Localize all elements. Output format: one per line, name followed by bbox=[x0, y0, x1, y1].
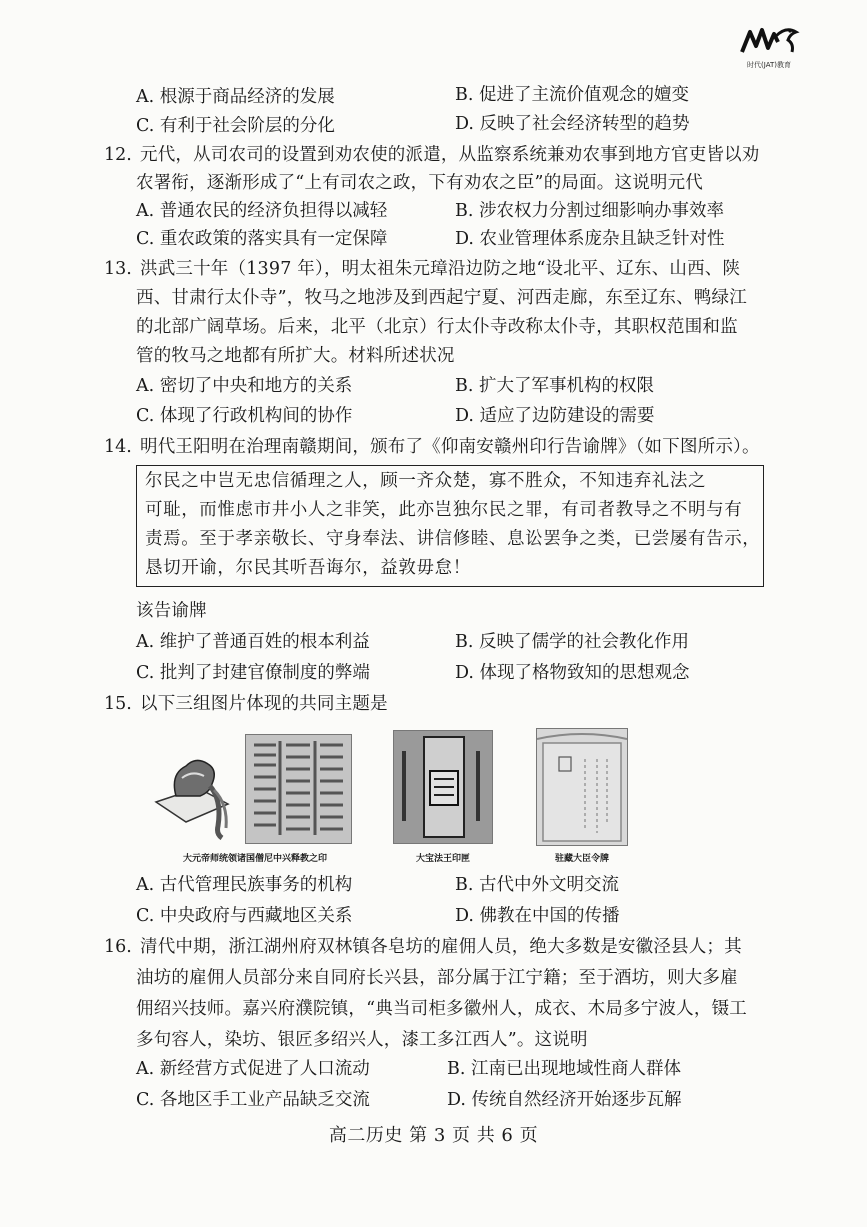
q13-option-a: A. 密切了中央和地方的关系 bbox=[136, 376, 353, 396]
q14-material-line: 可耻，而惟虑市井小人之非笑，此亦岂独尔民之罪，有司者教导之不明与有 bbox=[145, 500, 743, 520]
q16-stem-line: 多句容人，染坊、银匠多绍兴人，漆工多江西人”。这说明 bbox=[136, 1030, 588, 1050]
q14-number: 14. bbox=[104, 437, 132, 457]
q16-option-c: C. 各地区手工业产品缺乏交流 bbox=[136, 1090, 370, 1110]
q15-option-d: D. 佛教在中国的传播 bbox=[455, 906, 620, 926]
q15-stem-line: 以下三组图片体现的共同主题是 bbox=[140, 694, 388, 714]
q12-stem-line: 农署衔，逐渐形成了“上有司农之政，下有劝农之臣”的局面。这说明元代 bbox=[136, 173, 703, 193]
q14-option-a: A. 维护了普通百姓的根本利益 bbox=[136, 632, 370, 652]
horse-logo-icon bbox=[738, 22, 800, 60]
seal-box-image bbox=[393, 730, 493, 844]
q11-option-b: B. 促进了主流价值观念的嬗变 bbox=[455, 85, 689, 105]
seal-knob-image bbox=[152, 730, 240, 840]
q15-option-b: B. 古代中外文明交流 bbox=[455, 875, 619, 895]
q14-option-c: C. 批判了封建官僚制度的弊端 bbox=[136, 663, 370, 683]
q12-option-d: D. 农业管理体系庞杂且缺乏针对性 bbox=[455, 229, 725, 249]
image-caption-3: 驻藏大臣令牌 bbox=[554, 854, 609, 864]
plaque-image bbox=[536, 728, 628, 846]
q16-option-b: B. 江南已出现地域性商人群体 bbox=[447, 1059, 681, 1079]
q13-stem-line: 西、甘肃行太仆寺”，牧马之地涉及到西起宁夏、河西走廊，东至辽东、鸭绿江 bbox=[136, 288, 747, 308]
q14-material-line: 责焉。至于孝亲敬长、守身奉法、讲信修睦、息讼罢争之类，已尝屡有告示， bbox=[145, 529, 761, 549]
q16-number: 16. bbox=[104, 937, 132, 957]
q14-material-line: 尔民之中岂无忠信循理之人，顾一齐众楚，寡不胜众，不知违弃礼法之 bbox=[145, 471, 707, 491]
q15-option-c: C. 中央政府与西藏地区关系 bbox=[136, 906, 353, 926]
q13-stem-line: 管的牧马之地都有所扩大。材料所述状况 bbox=[136, 346, 455, 366]
q13-option-b: B. 扩大了军事机构的权限 bbox=[455, 376, 654, 396]
q14-option-d: D. 体现了格物致知的思想观念 bbox=[455, 663, 690, 683]
seal-print-image bbox=[245, 734, 352, 844]
q16-stem-line: 油坊的雇佣人员部分来自同府长兴县，部分属于江宁籍；至于酒坊，则大多雇 bbox=[136, 968, 738, 988]
q13-number: 13. bbox=[104, 259, 132, 279]
q14-stem-tail: 该告谕牌 bbox=[136, 601, 207, 621]
q16-stem-line: 清代中期，浙江湖州府双林镇各皂坊的雇佣人员，绝大多数是安徽泾县人；其 bbox=[140, 937, 742, 957]
q15-option-a: A. 古代管理民族事务的机构 bbox=[136, 875, 353, 895]
q13-stem-line: 的北部广阔草场。后来，北平（北京）行太仆寺改称太仆寺，其职权范围和监 bbox=[136, 317, 738, 337]
image-caption-2: 大宝法王印匣 bbox=[415, 854, 470, 864]
q12-stem-line: 元代，从司农司的设置到劝农使的派遣，从监察系统兼劝农事到地方官吏皆以劝 bbox=[140, 145, 760, 165]
q16-option-a: A. 新经营方式促进了人口流动 bbox=[136, 1059, 370, 1079]
q14-option-b: B. 反映了儒学的社会教化作用 bbox=[455, 632, 689, 652]
q11-option-a: A. 根源于商品经济的发展 bbox=[136, 87, 335, 107]
q16-stem-line: 佣绍兴技师。嘉兴府濮院镇，“典当司柜多徽州人，成衣、木局多宁波人，镊工 bbox=[136, 999, 747, 1019]
q16-option-d: D. 传统自然经济开始逐步瓦解 bbox=[447, 1090, 682, 1110]
q12-option-c: C. 重农政策的落实具有一定保障 bbox=[136, 229, 388, 249]
q12-option-a: A. 普通农民的经济负担得以减轻 bbox=[136, 201, 388, 221]
q13-option-c: C. 体现了行政机构间的协作 bbox=[136, 406, 353, 426]
q14-stem-line: 明代王阳明在治理南赣期间，颁布了《仰南安赣州印行告谕牌》（如下图所示）。 bbox=[140, 437, 760, 457]
q14-material-box bbox=[136, 465, 764, 587]
logo-text: 时代(JAT)教育 bbox=[747, 61, 791, 69]
publisher-logo bbox=[738, 22, 800, 72]
q13-option-d: D. 适应了边防建设的需要 bbox=[455, 406, 655, 426]
q11-option-c: C. 有利于社会阶层的分化 bbox=[136, 116, 335, 136]
q12-number: 12. bbox=[104, 145, 132, 165]
q15-number: 15. bbox=[104, 694, 132, 714]
page-footer: 高二历史 第 3 页 共 6 页 bbox=[328, 1125, 539, 1146]
q12-option-b: B. 涉农权力分割过细影响办事效率 bbox=[455, 201, 724, 221]
q11-option-d: D. 反映了社会经济转型的趋势 bbox=[455, 114, 690, 134]
image-caption-1: 大元帝师统领诸国僧尼中兴释教之印 bbox=[182, 854, 327, 864]
q14-material-line: 恳切开谕，尔民其听吾诲尔，益敦毋怠！ bbox=[145, 558, 471, 578]
q13-stem-line: 洪武三十年（1397 年），明太祖朱元璋沿边防之地“设北平、辽东、山西、陕 bbox=[140, 259, 741, 279]
